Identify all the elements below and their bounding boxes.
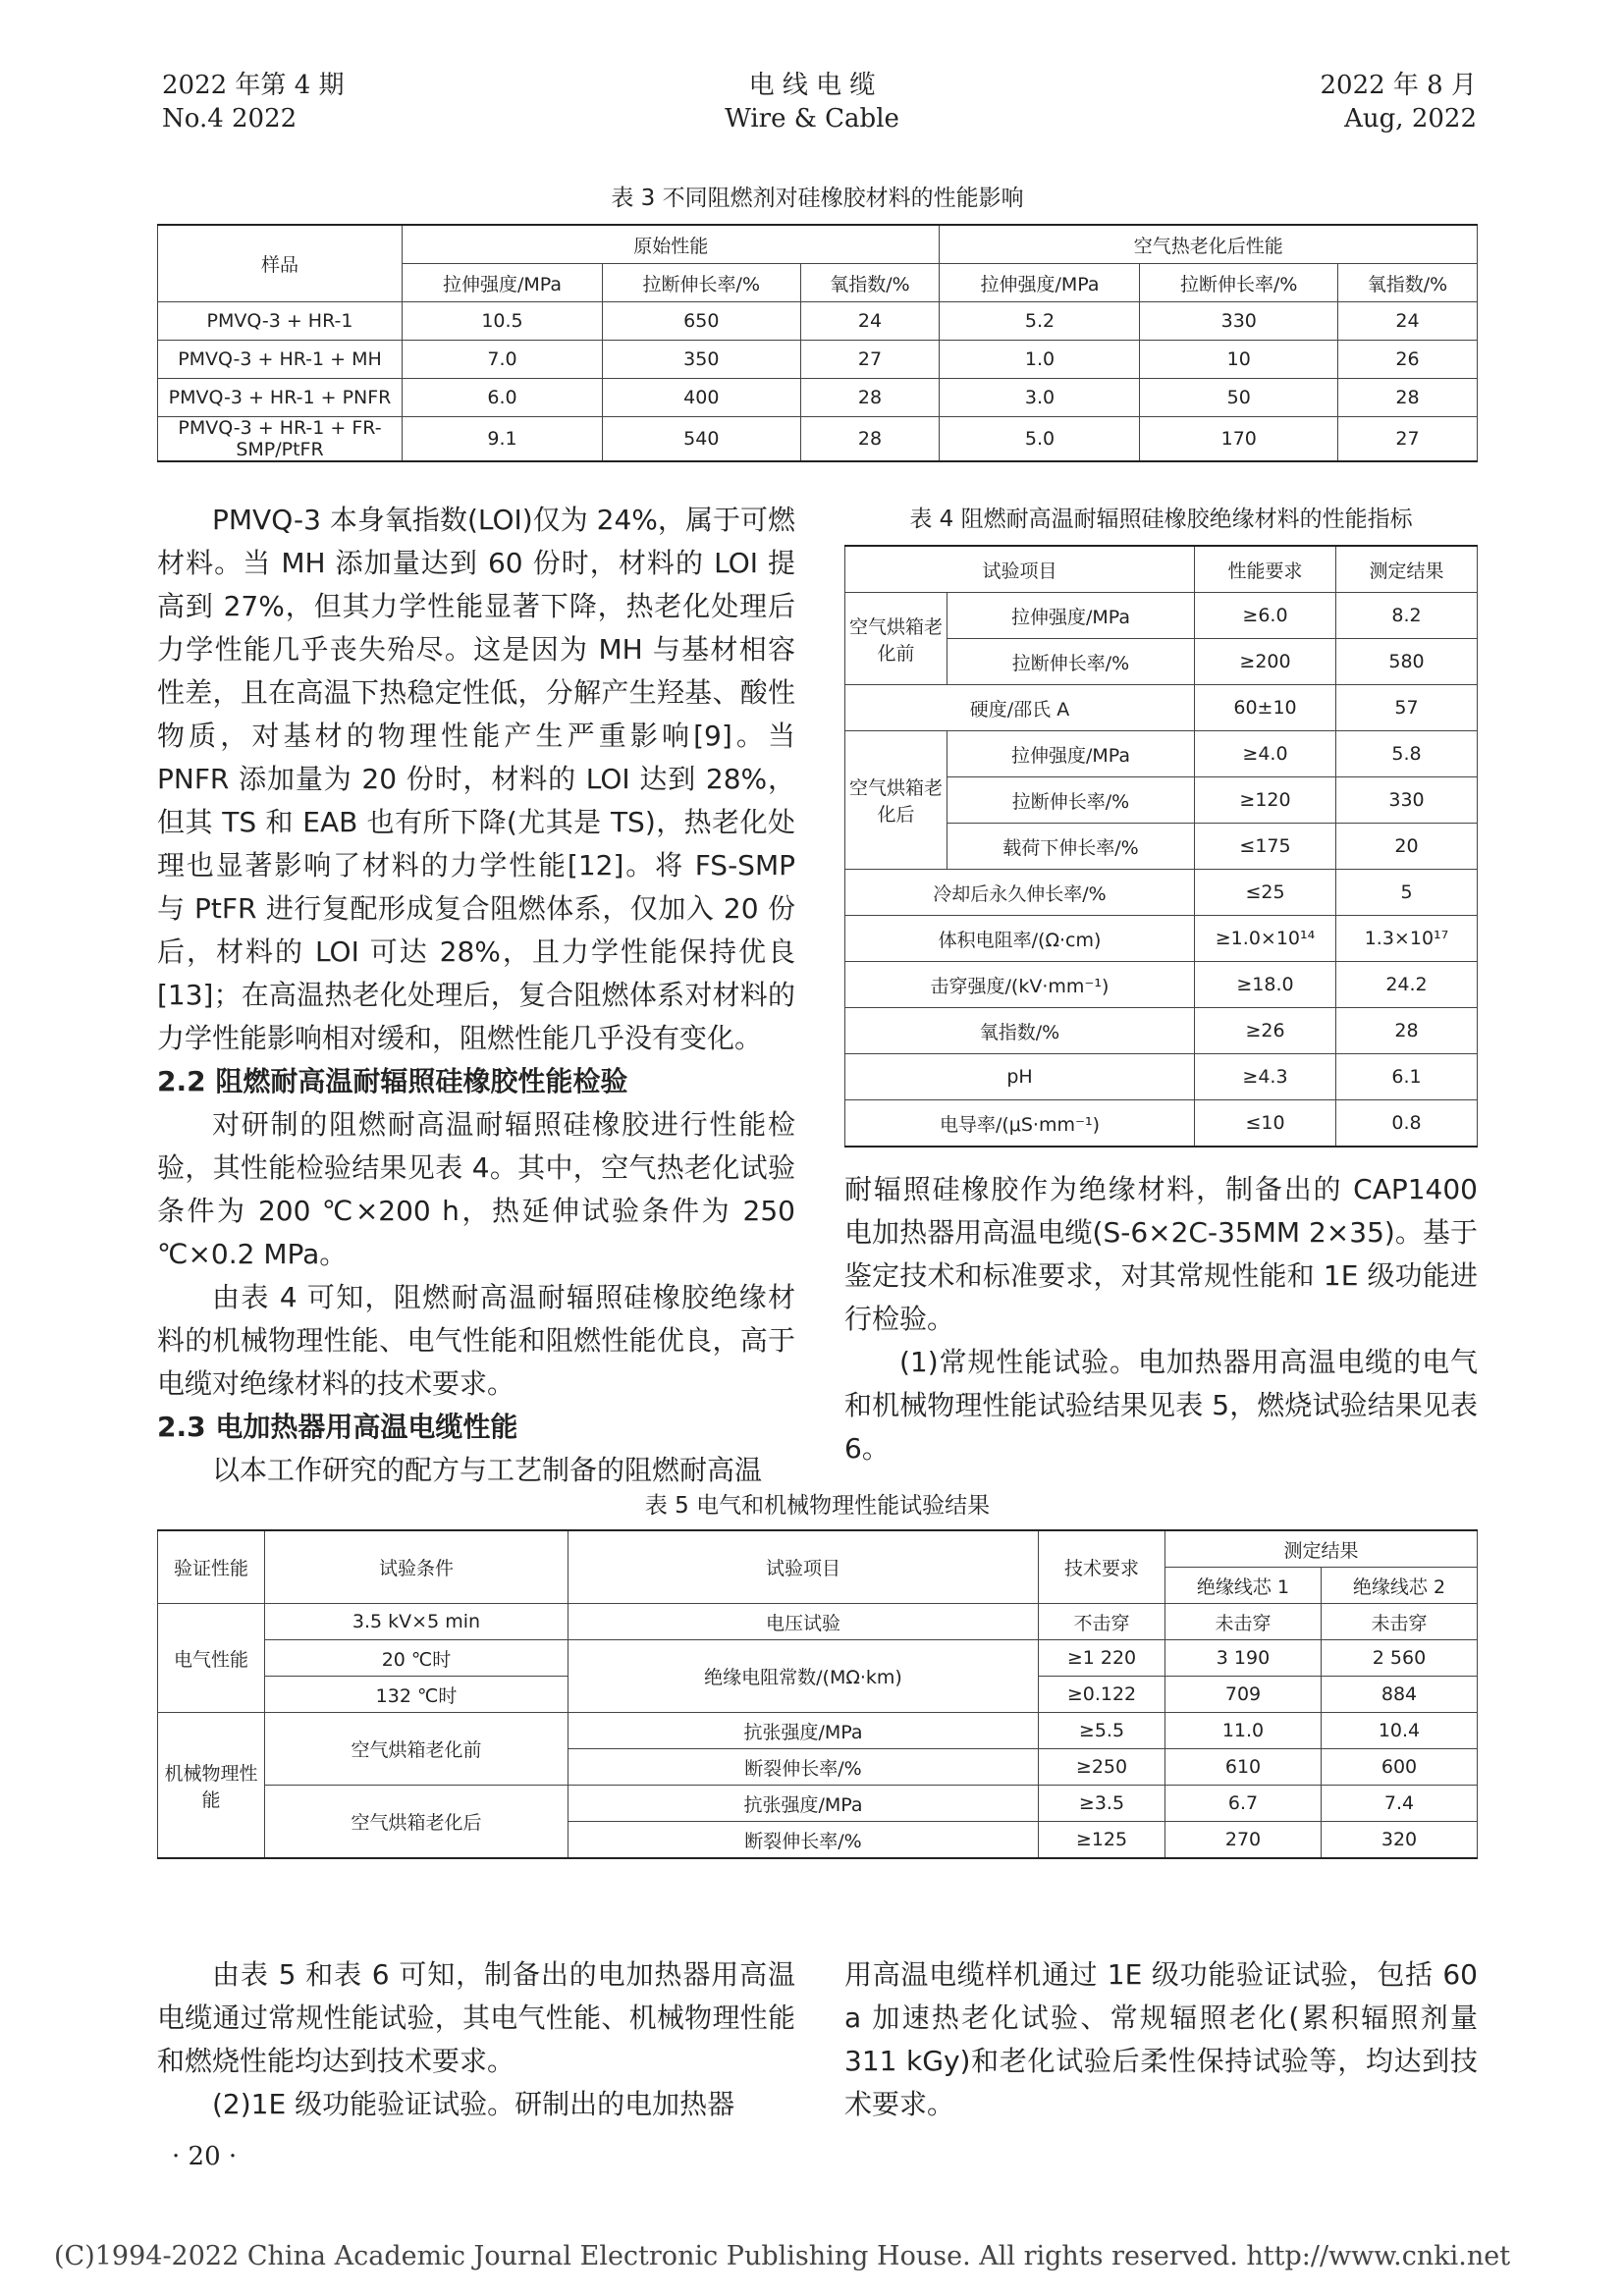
table4-group: 空气烘箱老化前 (845, 593, 947, 685)
table3-cell: 400 (603, 379, 801, 417)
table5 (157, 1529, 1478, 1859)
table3-subheader: 氧指数/% (1338, 264, 1478, 302)
table5-cell: 抗张强度/MPa (568, 1713, 1039, 1749)
table4-cell: 6.1 (1336, 1054, 1478, 1100)
table3-cell: 350 (603, 341, 801, 379)
paragraph: 耐辐照硅橡胶作为绝缘材料，制备出的 CAP1400 电加热器用高温电缆(S-6×2C-35MM 2×35)。基于鉴定技术和标准要求，对其常规性能和 1E 级功能进行检验。 (844, 1173, 1478, 1335)
table4-group: 空气烘箱老化后 (845, 731, 947, 870)
section-heading: 2.3 电加热器用高温电缆性能 (157, 1411, 518, 1443)
paragraph: 以本工作研究的配方与工艺制备的阻燃耐高温 (212, 1454, 763, 1486)
table4-cell: ≥120 (1195, 777, 1336, 824)
table5-cell: 断裂伸长率/% (568, 1749, 1039, 1786)
table4-cell: ≥4.0 (1195, 731, 1336, 777)
paragraph: 由表 5 和表 6 可知，制备出的电加热器用高温电缆通过常规性能试验，其电气性能、机械物理性能和燃烧性能均达到技术要求。 (157, 1958, 795, 2077)
table-row (845, 962, 1478, 1008)
table4-cell: 0.8 (1336, 1100, 1478, 1148)
table3-cell: 28 (800, 379, 940, 417)
table-row (845, 916, 1478, 962)
paragraph: (1)常规性能试验。电加热器用高温电缆的电气和机械物理性能试验结果见表 5，燃烧试验结果见表 6。 (844, 1346, 1478, 1465)
table3-subheader: 氧指数/% (800, 264, 940, 302)
table5-cell: ≥3.5 (1039, 1786, 1165, 1822)
table4-caption: 表 4 阻燃耐高温耐辐照硅橡胶绝缘材料的性能指标 (909, 507, 1413, 532)
page-number: · 20 · (172, 2142, 238, 2171)
table5-group: 电气性能 (158, 1604, 265, 1713)
table5-cell: 7.4 (1322, 1786, 1478, 1822)
table-row (845, 685, 1478, 731)
table4-header: 性能要求 (1195, 546, 1336, 593)
table3-subheader: 拉断伸长率/% (1140, 264, 1338, 302)
table3-cell: 540 (603, 417, 801, 462)
table3-cell: 24 (1338, 302, 1478, 341)
table4-cell: ≥200 (1195, 639, 1336, 685)
table-row (158, 1713, 1478, 1749)
table-row (845, 1008, 1478, 1054)
table4-cell: 24.2 (1336, 962, 1478, 1008)
table5-cell: 610 (1165, 1749, 1322, 1786)
bottom-left-column (157, 1953, 795, 2126)
table-row (158, 379, 1478, 417)
table4-cell: 击穿强度/(kV·mm⁻¹) (845, 962, 1195, 1008)
table4-cell: 5 (1336, 870, 1478, 916)
header-center (616, 69, 1008, 135)
table5-cell: 3 190 (1165, 1640, 1322, 1677)
table4-cell: ≤175 (1195, 824, 1336, 870)
table4-cell: 5.8 (1336, 731, 1478, 777)
table4-cell: 20 (1336, 824, 1478, 870)
table4-header: 测定结果 (1336, 546, 1478, 593)
right-column (844, 1168, 1478, 1470)
paragraph: 对研制的阻燃耐高温耐辐照硅橡胶进行性能检验，其性能检验结果见表 4。其中，空气热老化试验条件为 200 ℃×200 h，热延伸试验条件为 250 ℃×0.2 MPa。 (157, 1108, 795, 1270)
table3-cell: 330 (1140, 302, 1338, 341)
table3-header-group: 空气热老化后性能 (940, 225, 1478, 264)
table4-cell: 载荷下伸长率/% (947, 824, 1195, 870)
date-en: Aug, 2022 (1344, 104, 1477, 133)
table4-header: 试验项目 (845, 546, 1195, 593)
table3-cell: 9.1 (403, 417, 603, 462)
table5-cell: 2 560 (1322, 1640, 1478, 1677)
table3-cell: 7.0 (403, 341, 603, 379)
table4-cell: 体积电阻率/(Ω·cm) (845, 916, 1195, 962)
table4-cell: 电导率/(μS·mm⁻¹) (845, 1100, 1195, 1148)
table4-cell: pH (845, 1054, 1195, 1100)
table5-cell: 600 (1322, 1749, 1478, 1786)
table4-cell: ≥26 (1195, 1008, 1336, 1054)
table4-cell: 拉断伸长率/% (947, 777, 1195, 824)
table-row (158, 417, 1478, 462)
table-row (845, 731, 1478, 777)
table3-cell: PMVQ-3 + HR-1 + MH (158, 341, 403, 379)
issue-number: No.4 2022 (162, 104, 298, 133)
table5-header: 试验条件 (265, 1530, 568, 1604)
journal-title-en: Wire & Cable (725, 104, 899, 133)
date-cn: 2022 年 8 月 (1320, 71, 1477, 100)
paragraph: (2)1E 级功能验证试验。研制出的电加热器 (212, 2088, 735, 2120)
table3-cell: 28 (1338, 379, 1478, 417)
table3-cell: 10.5 (403, 302, 603, 341)
table3-cell: 10 (1140, 341, 1338, 379)
table3-cell: 5.0 (940, 417, 1140, 462)
table5-cell: 不击穿 (1039, 1604, 1165, 1640)
table4-cell: 拉伸强度/MPa (947, 593, 1195, 639)
table5-cell: 抗张强度/MPa (568, 1786, 1039, 1822)
table3-header-group: 原始性能 (403, 225, 940, 264)
table3-cell: 1.0 (940, 341, 1140, 379)
table5-header: 绝缘线芯 1 (1165, 1568, 1322, 1604)
table5-cell: 884 (1322, 1677, 1478, 1713)
table3-subheader: 拉伸强度/MPa (403, 264, 603, 302)
table3-subheader: 拉断伸长率/% (603, 264, 801, 302)
table4-cell: 拉断伸长率/% (947, 639, 1195, 685)
table4-cell: ≥18.0 (1195, 962, 1336, 1008)
table5-cell: 20 ℃时 (265, 1640, 568, 1677)
table4-cell: 氧指数/% (845, 1008, 1195, 1054)
table5-header: 测定结果 (1165, 1530, 1478, 1568)
table5-cell: 132 ℃时 (265, 1677, 568, 1713)
table3-cell: 5.2 (940, 302, 1140, 341)
table5-cell: 3.5 kV×5 min (265, 1604, 568, 1640)
table4-cell: ≥6.0 (1195, 593, 1336, 639)
table5-cell: ≥5.5 (1039, 1713, 1165, 1749)
table-row (158, 341, 1478, 379)
table5-cell: 11.0 (1165, 1713, 1322, 1749)
table3-caption: 表 3 不同阻燃剂对硅橡胶材料的性能影响 (611, 186, 1024, 211)
table-row (845, 593, 1478, 639)
table3 (157, 224, 1478, 462)
table3-cell: 27 (800, 341, 940, 379)
table5-cell: 10.4 (1322, 1713, 1478, 1749)
table4-cell: ≥4.3 (1195, 1054, 1336, 1100)
header-left (162, 69, 345, 135)
table5-cell: ≥125 (1039, 1822, 1165, 1859)
section-heading: 2.2 阻燃耐高温耐辐照硅橡胶性能检验 (157, 1065, 628, 1097)
table4 (844, 545, 1478, 1148)
left-column (157, 499, 795, 1492)
table4-cell: 60±10 (1195, 685, 1336, 731)
table4-cell: 28 (1336, 1008, 1478, 1054)
table3-cell: 6.0 (403, 379, 603, 417)
table5-cell: 709 (1165, 1677, 1322, 1713)
table4-cell: ≥1.0×10¹⁴ (1195, 916, 1336, 962)
table5-cell: 320 (1322, 1822, 1478, 1859)
table3-subheader: 拉伸强度/MPa (940, 264, 1140, 302)
table5-header: 验证性能 (158, 1530, 265, 1604)
paragraph: PMVQ-3 本身氧指数(LOI)仅为 24%，属于可燃材料。当 MH 添加量达到 60 份时，材料的 LOI 提高到 27%，但其力学性能显著下降，热老化处理后力学性能几乎丧失殆尽。这是因为 MH 与基材相容性差，且在高温下热稳定性低，分解产生羟基、酸性物质，对基材的物理性能产生严重影响[9]。当 PNFR 添加量为 20 份时，材料的 LOI 达到 28%，但其 TS 和 EAB 也有所下降(尤其是 TS)，热老化处理也显著影响了材料的力学性能[12]。将 FS-SMP 与 PtFR 进行复配形成复合阻燃体系，仅加入 20 份后，材料的 LOI 可达 28%，且力学性能保持优良[13]；在高温热老化处理后，复合阻燃体系对材料的力学性能影响相对缓和，阻燃性能几乎没有变化。 (157, 504, 795, 1054)
table-row (845, 870, 1478, 916)
table4-cell: 冷却后永久伸长率/% (845, 870, 1195, 916)
table5-cell: 6.7 (1165, 1786, 1322, 1822)
table5-caption: 表 5 电气和机械物理性能试验结果 (644, 1493, 991, 1519)
table5-cell: 未击穿 (1165, 1604, 1322, 1640)
table3-header-sample: 样品 (158, 225, 403, 302)
table5-cell: ≥250 (1039, 1749, 1165, 1786)
paragraph: 用高温电缆样机通过 1E 级功能验证试验，包括 60 a 加速热老化试验、常规辐照老化(累积辐照剂量 311 kGy)和老化试验后柔性保持试验等，均达到技术要求。 (844, 1958, 1478, 2120)
table5-cell: 空气烘箱老化前 (265, 1713, 568, 1786)
table3-cell: 24 (800, 302, 940, 341)
copyright-footer: (C)1994-2022 China Academic Journal Electronic Publishing House. All rights reserved. http://www.cnki.net (54, 2241, 1511, 2271)
table-row (158, 1604, 1478, 1640)
table5-cell: ≥0.122 (1039, 1677, 1165, 1713)
table4-cell: 57 (1336, 685, 1478, 731)
table3-cell: 27 (1338, 417, 1478, 462)
table3-cell: PMVQ-3 + HR-1 (158, 302, 403, 341)
table3-cell: 26 (1338, 341, 1478, 379)
table4-cell: 330 (1336, 777, 1478, 824)
paragraph: 由表 4 可知，阻燃耐高温耐辐照硅橡胶绝缘材料的机械物理性能、电气性能和阻燃性能优良，高于电缆对绝缘材料的技术要求。 (157, 1281, 795, 1400)
table3-cell: PMVQ-3 + HR-1 + PNFR (158, 379, 403, 417)
table5-cell: 未击穿 (1322, 1604, 1478, 1640)
table5-cell: ≥1 220 (1039, 1640, 1165, 1677)
table5-cell: 270 (1165, 1822, 1322, 1859)
table4-cell: ≤25 (1195, 870, 1336, 916)
issue-label: 2022 年第 4 期 (162, 71, 345, 100)
table5-cell: 电压试验 (568, 1604, 1039, 1640)
table-row (845, 1054, 1478, 1100)
bottom-right-column (844, 1953, 1478, 2126)
table3-cell: 170 (1140, 417, 1338, 462)
table4-cell: 拉伸强度/MPa (947, 731, 1195, 777)
table3-cell: PMVQ-3 + HR-1 + FR-SMP/PtFR (158, 417, 403, 462)
table3-cell: 28 (800, 417, 940, 462)
table5-cell: 绝缘电阻常数/(MΩ·km) (568, 1640, 1039, 1713)
table4-cell: 8.2 (1336, 593, 1478, 639)
table5-cell: 断裂伸长率/% (568, 1822, 1039, 1859)
journal-title-cn: 电 线 电 缆 (748, 71, 876, 100)
table5-header: 技术要求 (1039, 1530, 1165, 1604)
table4-cell: ≤10 (1195, 1100, 1336, 1148)
table3-cell: 650 (603, 302, 801, 341)
table-row (158, 1786, 1478, 1822)
table4-cell: 1.3×10¹⁷ (1336, 916, 1478, 962)
table5-header: 试验项目 (568, 1530, 1039, 1604)
table-row (158, 1640, 1478, 1677)
table4-cell: 580 (1336, 639, 1478, 685)
table-row (158, 302, 1478, 341)
table3-cell: 3.0 (940, 379, 1140, 417)
table5-group: 机械物理性能 (158, 1713, 265, 1859)
header-right (1320, 69, 1477, 135)
table5-header: 绝缘线芯 2 (1322, 1568, 1478, 1604)
table3-cell: 50 (1140, 379, 1338, 417)
table4-cell: 硬度/邵氏 A (845, 685, 1195, 731)
table-row (845, 1100, 1478, 1148)
table5-cell: 空气烘箱老化后 (265, 1786, 568, 1859)
